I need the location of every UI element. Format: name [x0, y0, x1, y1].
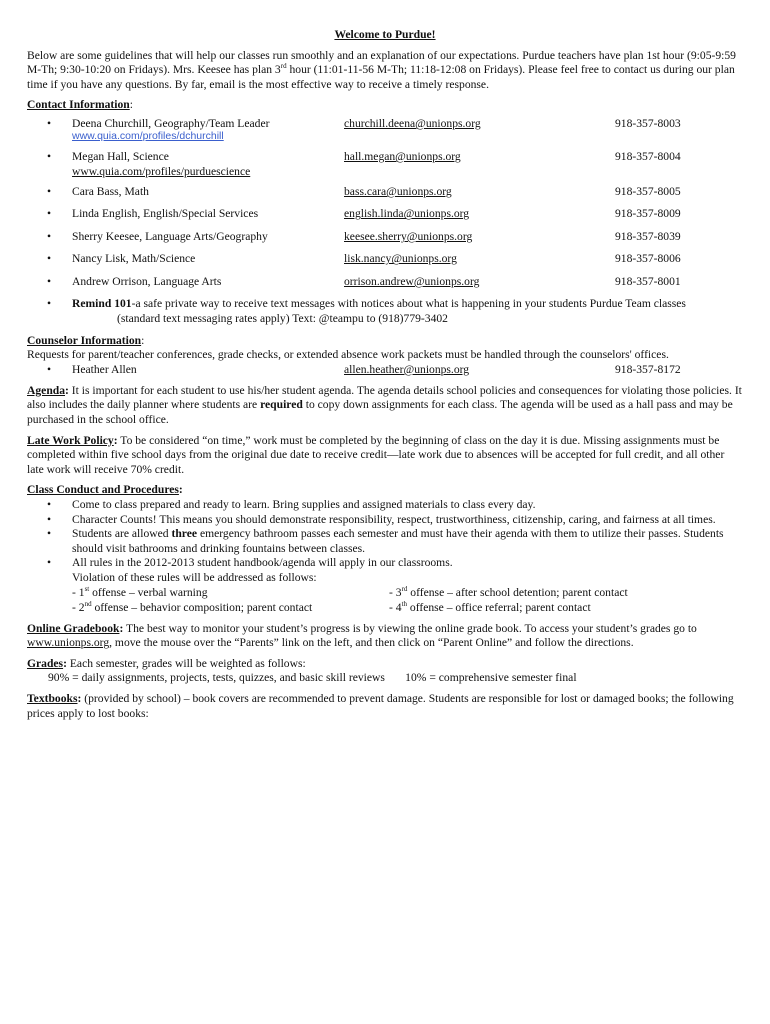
contact-phone: 918-357-8003 [615, 116, 681, 130]
textbooks-text: (provided by school) – book covers are recommended to prevent damage. Students are responsible for lost or damaged books; the following prices apply to lost books: [27, 691, 734, 720]
contact-email[interactable]: churchill.deena@unionps.org [344, 116, 481, 130]
contact-name: Nancy Lisk, Math/Science [72, 252, 196, 266]
contact-profile-link[interactable]: www.quia.com/profiles/purduescience [72, 164, 251, 178]
contact-name: Andrew Orrison, Language Arts [72, 274, 222, 288]
contact-email[interactable]: lisk.nancy@unionps.org [344, 252, 457, 266]
agenda-text-1: It is important for each student to use his/her student agenda. The agenda details school policies and consequences for violating those policies. It also includes the daily planner where students are [27, 383, 742, 412]
grades-heading: Grades [27, 656, 64, 670]
contact-name: Megan Hall, Science [72, 149, 169, 163]
contact-heading-line [27, 98, 743, 113]
bullet-icon: • [47, 252, 52, 266]
counselor-row [27, 363, 743, 378]
contact-row [27, 207, 743, 222]
intro-text-2: hour (11:01-11-56 M-Th; 11:18-12:08 on Fridays). Please feel free to contact us during our plan time if you have any questions. By far, email is the most effective way to receive a timely response. [27, 63, 735, 91]
counselor-text: Requests for parent/teacher conferences, grade checks, or extended absence work packets must be handled through the counselors' offices. [27, 348, 669, 362]
gradebook-heading-colon: : [119, 621, 124, 635]
contact-name: Cara Bass, Math [72, 184, 149, 198]
bathroom-text-1: Students are allowed [72, 527, 172, 541]
offense-third-sup: rd [401, 584, 408, 593]
offense-fourth-prefix: - 4 [389, 600, 402, 614]
contact-email[interactable]: bass.cara@unionps.org [344, 184, 452, 198]
agenda-heading: Agenda [27, 383, 66, 397]
conduct-item [27, 527, 743, 556]
contact-row [27, 185, 743, 200]
gradebook-heading: Online Gradebook [27, 621, 120, 635]
offense-first-sup: st [84, 584, 90, 593]
counselor-heading-line [27, 334, 743, 349]
contact-phone: 918-357-8004 [615, 149, 681, 163]
contact-phone: 918-357-8009 [615, 207, 681, 221]
bullet-icon: • [47, 116, 52, 130]
bullet-icon: • [47, 297, 52, 311]
remind-item [27, 297, 743, 326]
offense-fourth [389, 601, 591, 616]
intro-superscript: rd [280, 62, 287, 71]
contact-phone: 918-357-8039 [615, 229, 681, 243]
intro-paragraph [27, 49, 743, 93]
grades-text: Each semester, grades will be weighted as follows: [66, 656, 306, 670]
offense-third [389, 586, 628, 601]
counselor-email[interactable]: allen.heather@unionps.org [344, 362, 470, 376]
contact-phone: 918-357-8001 [615, 274, 681, 288]
bullet-icon: • [47, 274, 52, 288]
conduct-item-text: Come to class prepared and ready to learn. Bring supplies and assigned materials to class every day. [72, 498, 536, 511]
late-work-paragraph [27, 434, 743, 478]
offense-first-prefix: - 1 [72, 585, 85, 599]
agenda-paragraph [27, 384, 743, 428]
contact-row [27, 116, 743, 142]
offense-second-sup: nd [84, 599, 92, 608]
gradebook-link[interactable]: www.unionps.org [27, 636, 110, 650]
offense-first-text: offense – verbal warning [89, 585, 208, 599]
contact-email[interactable]: orrison.andrew@unionps.org [344, 274, 480, 288]
grades-heading-colon: : [63, 656, 67, 670]
gradebook-text-2: , move the mouse over the “Parents” link on the left, and then click on “Parent Online” and follow the directions. [109, 636, 634, 650]
bathroom-count: three [171, 527, 198, 541]
counselor-heading-colon: : [141, 333, 145, 347]
conduct-item-text: Character Counts! This means you should demonstrate responsibility, respect, trustworthiness, citizenship, caring, and fairness at all times. [72, 512, 716, 526]
contact-row [27, 149, 743, 178]
conduct-heading-line [27, 483, 743, 498]
offense-row [27, 601, 743, 616]
counselor-phone: 918-357-8172 [615, 362, 681, 376]
late-work-text: To be considered “on time,” work must be completed by the beginning of class on the day it is due. Missing assignments must be completed within five school days from the original due date to receive credit—late work due to absences will be accepted for full credit, and all other late work will receive 70% credit. [27, 433, 725, 476]
offense-second-prefix: - 2 [72, 600, 85, 614]
contact-heading: Contact Information [27, 98, 130, 112]
contact-email[interactable]: english.linda@unionps.org [344, 207, 470, 221]
offense-third-prefix: - 3 [389, 585, 402, 599]
bathroom-text-2: emergency bathroom passes each semester and must have their agenda with them to utilize their passes. Students should visit bathrooms and drinking fountains between classes. [72, 527, 724, 555]
grades-weights: 90% = daily assignments, projects, tests, quizzes, and basic skill reviews 10% = comprehensive semester final [48, 671, 577, 685]
violation-text: Violation of these rules will be addressed as follows: [72, 570, 317, 584]
late-work-heading: Late Work Policy [27, 433, 114, 447]
bullet-icon: • [47, 149, 52, 163]
contact-email[interactable]: hall.megan@unionps.org [344, 149, 461, 163]
contact-row [27, 230, 743, 245]
counselor-name: Heather Allen [72, 362, 137, 376]
contact-phone: 918-357-8005 [615, 184, 681, 198]
counselor-heading: Counselor Information [27, 333, 142, 347]
contact-list [27, 117, 743, 290]
bullet-icon: • [47, 184, 52, 198]
intro-text-1: Below are some guidelines that will help our classes run smoothly and an explanation of our expectations. Purdue teachers have plan 1st hour (9:05-9:59 M-Th; 9:30-10:20 on Fridays). Mrs. Keesee has plan 3 [27, 48, 736, 77]
remind-text: -a safe private way to receive text messages with notices about what is happening in your students Purdue Team classes [131, 297, 686, 311]
bullet-icon: • [47, 556, 52, 570]
bullet-icon: • [47, 207, 52, 221]
offense-second [72, 601, 312, 616]
conduct-heading-colon: : [178, 483, 183, 497]
offense-second-text: offense – behavior composition; parent contact [91, 600, 313, 614]
contact-row [27, 252, 743, 267]
textbooks-heading-colon: : [77, 691, 82, 705]
agenda-heading-colon: : [65, 383, 69, 397]
bullet-icon: • [47, 362, 52, 376]
offense-first [72, 586, 208, 601]
agenda-text-2: to copy down assignments for each class. The agenda will be used as a hall pass and may be purchased in the school office. [27, 398, 733, 427]
contact-profile-link[interactable]: www.quia.com/profiles/dchurchill [72, 129, 224, 142]
conduct-item [27, 498, 743, 513]
late-work-heading-colon: : [113, 433, 118, 447]
remind-label: Remind 101 [72, 297, 132, 311]
textbooks-paragraph [27, 692, 743, 721]
agenda-required: required [260, 398, 303, 412]
contact-row [27, 275, 743, 290]
gradebook-text-1: The best way to monitor your student’s progress is by viewing the online grade book. To access your student’s grades go to [123, 621, 697, 635]
contact-name: Linda English, English/Special Services [72, 207, 259, 221]
conduct-item [27, 556, 743, 585]
conduct-heading: Class Conduct and Procedures [27, 483, 179, 497]
offense-third-text: offense – after school detention; parent contact [407, 585, 628, 599]
contact-heading-colon: : [129, 98, 133, 112]
offense-row [27, 586, 743, 601]
offense-fourth-sup: th [401, 599, 408, 608]
contact-email[interactable]: keesee.sherry@unionps.org [344, 229, 473, 243]
document-page [27, 28, 743, 721]
remind-details: (standard text messaging rates apply) Text: @teampu to (918)779-3402 [117, 312, 448, 326]
bullet-icon: • [47, 229, 52, 243]
grades-paragraph [27, 657, 743, 672]
contact-phone: 918-357-8006 [615, 252, 681, 266]
bullet-icon: • [47, 498, 52, 511]
page-title: Welcome to Purdue! [334, 28, 436, 41]
rules-text: All rules in the 2012-2013 student handbook/agenda will apply in our classrooms. [72, 556, 453, 570]
textbooks-heading: Textbooks [27, 691, 78, 705]
gradebook-paragraph [27, 622, 743, 651]
conduct-item [27, 513, 743, 528]
bullet-icon: • [47, 527, 52, 541]
contact-name: Deena Churchill, Geography/Team Leader [72, 116, 270, 130]
bullet-icon: • [47, 512, 52, 526]
offense-fourth-text: offense – office referral; parent contact [407, 600, 591, 614]
contact-name: Sherry Keesee, Language Arts/Geography [72, 229, 268, 243]
